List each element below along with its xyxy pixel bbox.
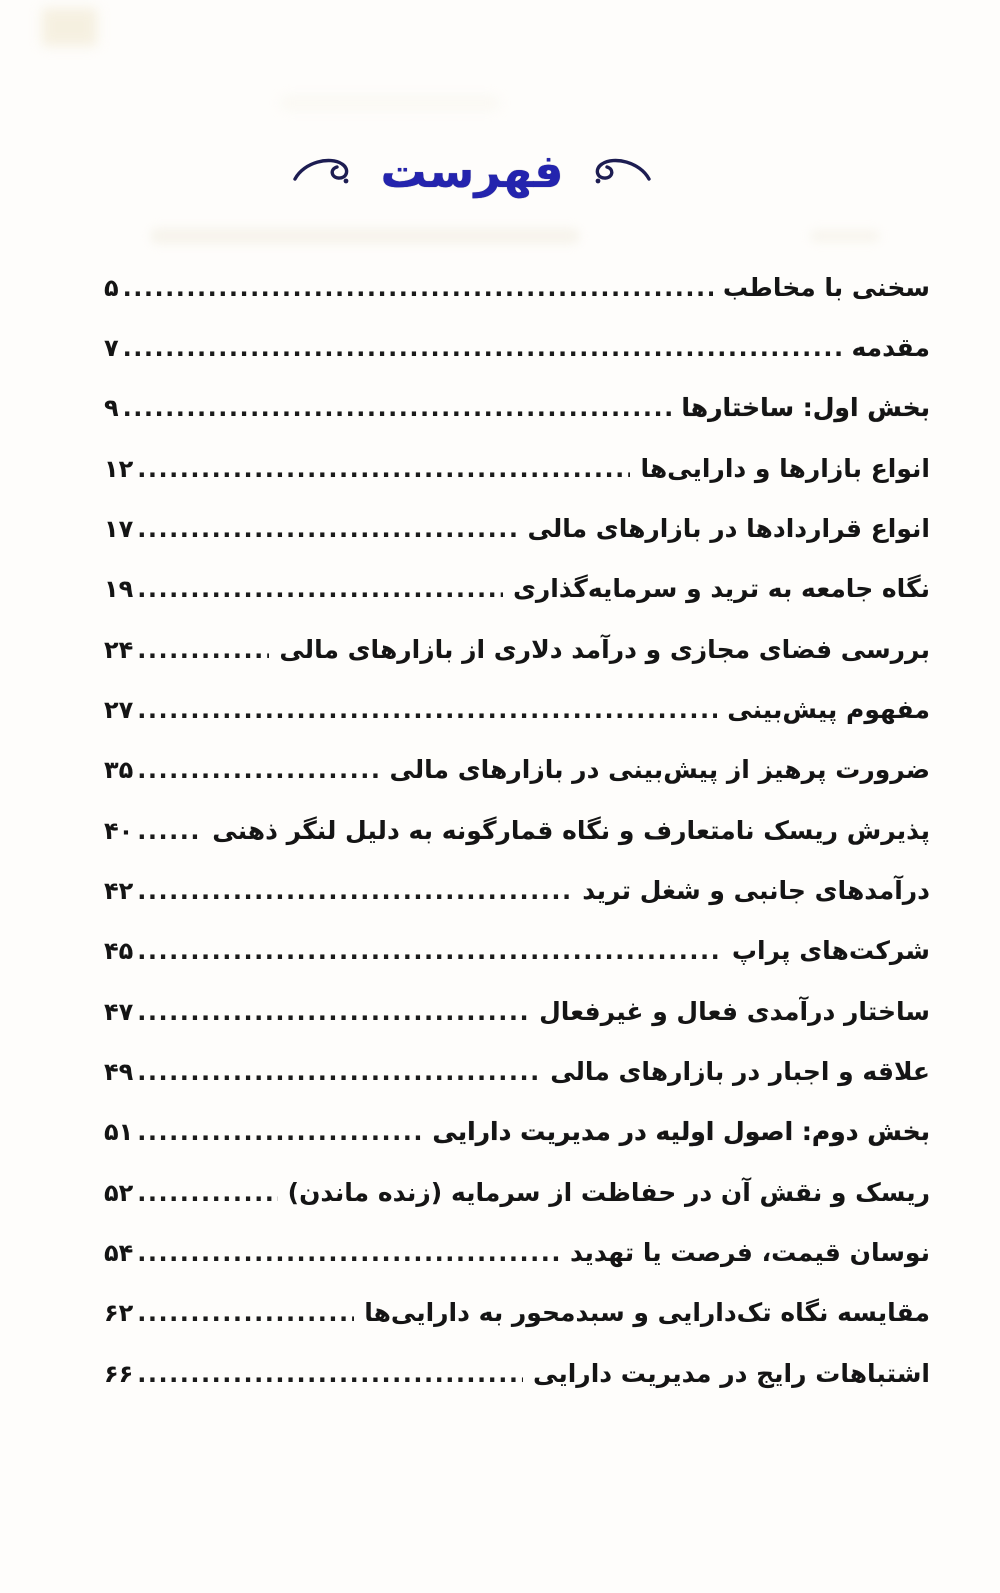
toc-entry-page: ۲۴ [104,635,134,664]
toc-entry-page: ۳۵ [104,756,134,785]
dot-leader [137,1058,540,1086]
toc-entry-title: علاقه و اجبار در بازارهای مالی [550,1057,930,1087]
toc-entry-page: ۵۲ [104,1178,134,1207]
dot-leader [137,1118,422,1146]
toc-entry-page: ۶۶ [104,1359,134,1388]
dot-leader [137,636,269,664]
toc-entry-page: ۲۷ [104,696,134,724]
toc-entry [104,987,930,1047]
toc-entry-page: ۷ [104,333,119,362]
toc-entry [104,504,930,564]
title-ornament-right-icon [588,154,652,188]
dot-leader [137,515,517,543]
toc-entry-page: ۴۵ [104,937,134,966]
toc-entry-title: انواع بازارها و دارایی‌ها [640,453,930,483]
toc-entry-title: انواع قراردادها در بازارهای مالی [527,513,930,543]
toc-entry-page: ۱۲ [104,454,134,483]
toc-entry-title: درآمدهای جانبی و شغل ترید [582,876,930,906]
dot-leader [137,817,202,845]
toc-entry-page: ۴۹ [104,1058,134,1087]
toc-title-row [0,0,972,197]
toc-entry-page: ۵۱ [104,1118,134,1147]
toc-entry-page: ۱۷ [104,514,134,543]
dot-leader [137,1360,523,1388]
dot-leader [137,756,379,784]
dot-leader [137,1239,560,1267]
toc-entry [104,685,930,745]
title-ornament-left-icon [292,154,356,188]
toc-entry-page: ۹ [104,394,119,423]
toc-entry-page: ۱۹ [104,575,134,604]
toc-entry [104,444,930,504]
bleedthrough-ghost [810,230,880,242]
toc-entry [104,926,930,986]
toc-entry-title: نوسان قیمت، فرصت یا تهدید [570,1238,930,1268]
bleedthrough-ghost [150,228,580,244]
toc-entry-page: ۴۲ [104,877,134,906]
toc-entry-title: شرکت‌های پراپ [731,936,930,966]
toc-entry-title: سخنی با مخاطب [722,272,930,302]
dot-leader [137,1179,277,1207]
toc-entry-title: بررسی فضای مجازی و درآمد دلاری از بازارهای مالی [279,634,930,664]
toc-entry-title: مفهوم پیش‌بینی [727,695,930,724]
toc-entry-title: بخش دوم: اصول اولیه در مدیریت دارایی [432,1117,930,1147]
toc-entry-title: پذیرش ریسک نامتعارف و نگاه قمارگونه به دلیل لنگر ذهنی [212,815,930,845]
toc-entry [104,1288,930,1348]
toc-entry-title: نگاه جامعه به ترید و سرمایه‌گذاری [512,574,930,604]
dot-leader [137,575,503,603]
toc-entry [104,323,930,383]
toc-entry [104,1107,930,1167]
toc-entry [104,625,930,685]
page-title: فهرست [380,144,564,198]
toc-entry-title: بخش اول: ساختارها [681,393,930,423]
toc-entry [104,1349,930,1409]
toc-entry-title: ضرورت پرهیز از پیش‌بینی در بازارهای مالی [389,755,930,785]
dot-leader [137,937,722,965]
toc-entry-page: ۵۴ [104,1239,134,1268]
toc-entry-page: ۴۰ [104,816,134,845]
toc-entry-page: ۴۷ [104,997,134,1026]
dot-leader [123,334,842,362]
toc-entry-title: اشتباهات رایج در مدیریت دارایی [533,1358,930,1388]
toc-entry [104,564,930,624]
toc-entry [104,745,930,805]
toc-entry [104,1168,930,1228]
toc-entry-page: ۶۲ [104,1299,134,1328]
dot-leader [123,394,672,422]
toc-entry [104,383,930,443]
toc-entry [104,866,930,926]
dot-leader [123,274,713,302]
toc-entry [104,806,930,866]
toc-entry-page: ۵ [104,273,119,302]
dot-leader [137,877,572,905]
dot-leader [137,455,630,483]
toc-entry-title: ریسک و نقش آن در حفاظت از سرمایه (زنده ماندن) [287,1177,930,1207]
toc-entry [104,1047,930,1107]
toc-entry-title: مقدمه [851,332,930,362]
dot-leader [137,696,717,724]
dot-leader [137,1299,354,1327]
toc-entry [104,1228,930,1288]
toc-entry [104,263,930,323]
toc-entry-title: ساختار درآمدی فعال و غیرفعال [539,996,930,1026]
toc-entry-title: مقایسه نگاه تک‌دارایی و سبدمحور به دارایی‌ها [364,1298,930,1328]
dot-leader [137,998,529,1026]
toc-list [0,263,1000,1410]
